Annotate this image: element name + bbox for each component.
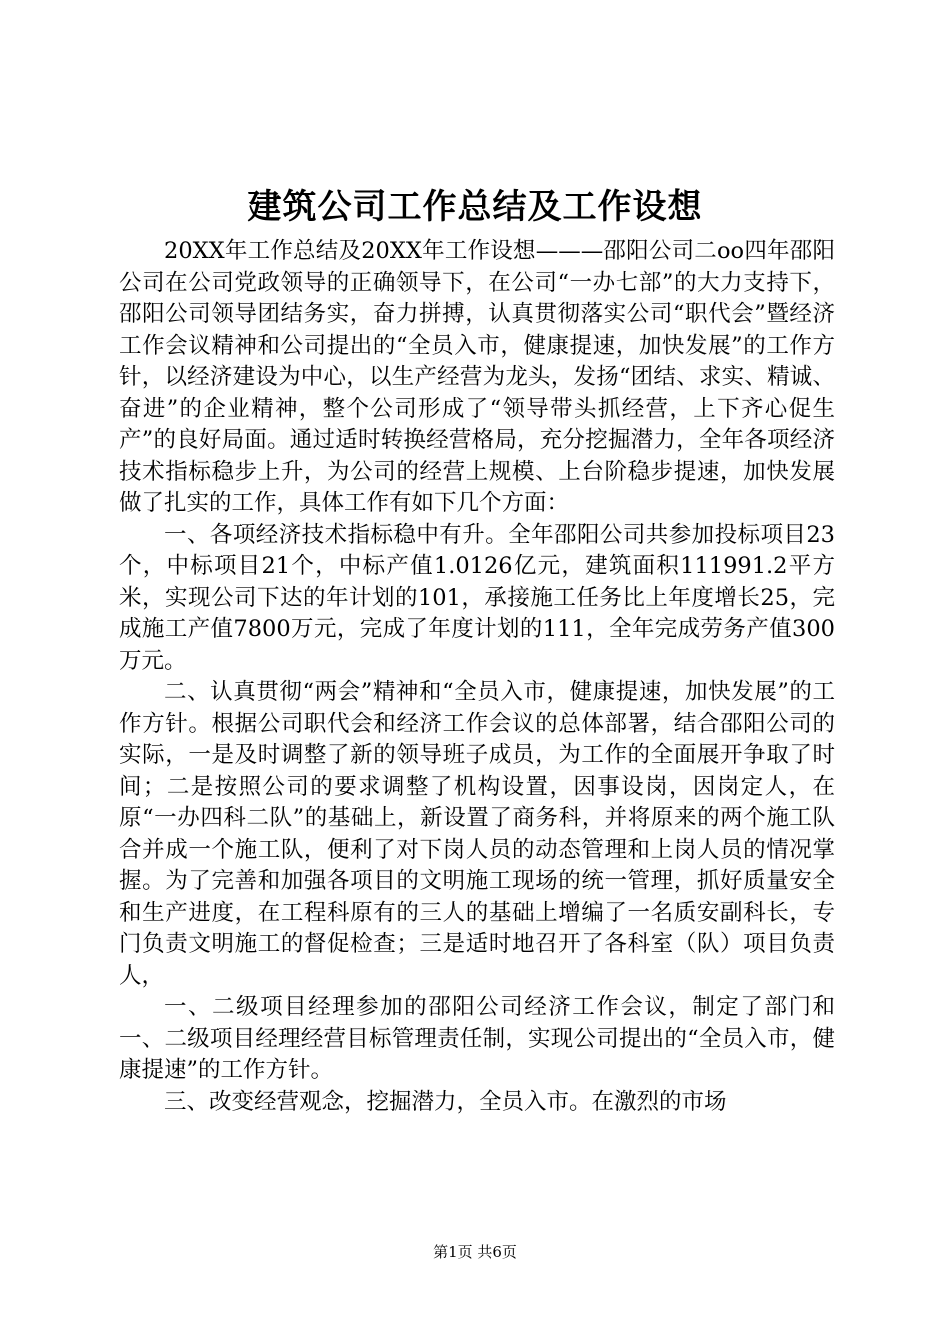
page-number-footer: 第1页 共6页 [433,1243,517,1261]
paragraph-section-2: 二、认真贯彻“两会”精神和“全员入市，健康提速，加快发展”的工作方针。根据公司职代会和经济工作会议的总体部署，结合邵阳公司的实际，一是及时调整了新的领导班子成员，为工作的全面展开争取了时间；二是按照公司的要求调整了机构设置，因事设岗，因岗定人，在原“一办四科二队”的基础上，新设置了商务科，并将原来的两个施工队合并成一个施工队，便利了对下岗人员的动态管理和上岗人员的情况掌握。为了完善和加强各项目的文明施工现场的统一管理，抓好质量安全和生产进度，在工程科原有的三人的基础上增编了一名质安副科长，专门负责文明施工的督促检查；三是适时地召开了各科室（队）项目负责人， [119,679,835,989]
document-body [119,236,835,1118]
paragraph-section-1: 一、各项经济技术指标稳中有升。全年邵阳公司共参加投标项目23个，中标项目21个，中标产值1.0126亿元，建筑面积111991.2平方米，实现公司下达的年计划的101，承接施工任务比上年度增长25，完成施工产值7800万元，完成了年度计划的111，全年完成劳务产值300万元。 [119,521,835,674]
paragraph-section-3: 三、改变经营观念，挖掘潜力，全员入市。在激烈的市场 [164,1088,727,1115]
paragraph-intro: 20XX年工作总结及20XX年工作设想———邵阳公司二oo四年邵阳公司在公司党政领导的正确领导下，在公司“一办七部”的大力支持下，邵阳公司领导团结务实，奋力拼搏，认真贯彻落实公司“职代会”暨经济工作会议精神和公司提出的“全员入市，健康提速，加快发展”的工作方针，以经济建设为中心，以生产经营为龙头，发扬“团结、求实、精诚、奋进”的企业精神，整个公司形成了“领导带头抓经营，上下齐心促生产”的良好局面。通过适时转换经营格局，充分挖掘潜力，全年各项经济技术指标稳步上升，为公司的经营上规模、上台阶稳步提速，加快发展做了扎实的工作，具体工作有如下几个方面： [119,238,835,516]
document-title: 建筑公司工作总结及工作设想 [247,187,703,227]
paragraph-section-2-continued: 一、二级项目经理参加的邵阳公司经济工作会议，制定了部门和一、二级项目经理经营目标管理责任制，实现公司提出的“全员入市，健康提速”的工作方针。 [119,994,835,1083]
